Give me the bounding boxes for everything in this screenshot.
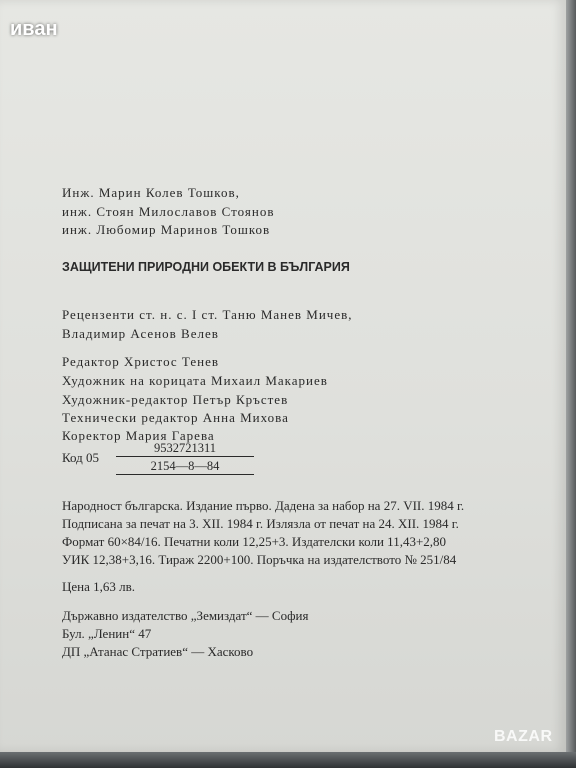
- staff-line: Художник на корицата Михаил Макариев: [62, 373, 328, 388]
- page-spine: [566, 0, 576, 752]
- publisher-line: ДП „Атанас Стратиев“ — Хасково: [62, 644, 254, 659]
- seller-watermark: иван: [10, 18, 58, 40]
- publisher-line: Държавно издателство „Земиздат“ — София: [62, 608, 309, 623]
- reviewers-line: Рецензенти ст. н. с. I ст. Таню Манев Мичев,: [62, 307, 353, 322]
- page-edge: [0, 752, 576, 768]
- staff-line: Редактор Христос Тенев: [62, 354, 219, 369]
- publication-line: Формат 60×84/16. Печатни коли 12,25+3. Издателски коли 11,43+2,80: [62, 534, 447, 549]
- publication-line: Подписана за печат на 3. XII. 1984 г. Излязла от печат на 24. XII. 1984 г.: [62, 516, 459, 531]
- site-logo: BAZAR: [494, 728, 553, 745]
- author-line: инж. Стоян Милославов Стоянов: [62, 204, 275, 219]
- reviewers-line: Владимир Асенов Велев: [62, 326, 219, 341]
- publisher-line: Бул. „Ленин“ 47: [62, 626, 152, 641]
- code-denominator: 2154—8—84: [116, 459, 254, 475]
- publication-line: УИК 12,38+3,16. Тираж 2200+100. Поръчка на издателството № 251/84: [62, 552, 457, 567]
- publication-line: Народност българска. Издание първо. Дадена за набор на 27. VII. 1984 г.: [62, 498, 465, 513]
- staff-line: Художник-редактор Петър Кръстев: [62, 392, 289, 407]
- author-line: Инж. Марин Колев Тошков,: [62, 185, 240, 200]
- staff-line: Технически редактор Анна Михова: [62, 410, 289, 425]
- book-title: ЗАЩИТЕНИ ПРИРОДНИ ОБЕКТИ В БЪЛГАРИЯ: [62, 260, 350, 274]
- code-numerator: 9532721311: [116, 441, 254, 457]
- price: Цена 1,63 лв.: [62, 579, 136, 594]
- staff-line: Коректор Мария Гарева: [62, 428, 215, 443]
- author-line: инж. Любомир Маринов Тошков: [62, 222, 271, 237]
- code-label: Код 05: [62, 450, 100, 465]
